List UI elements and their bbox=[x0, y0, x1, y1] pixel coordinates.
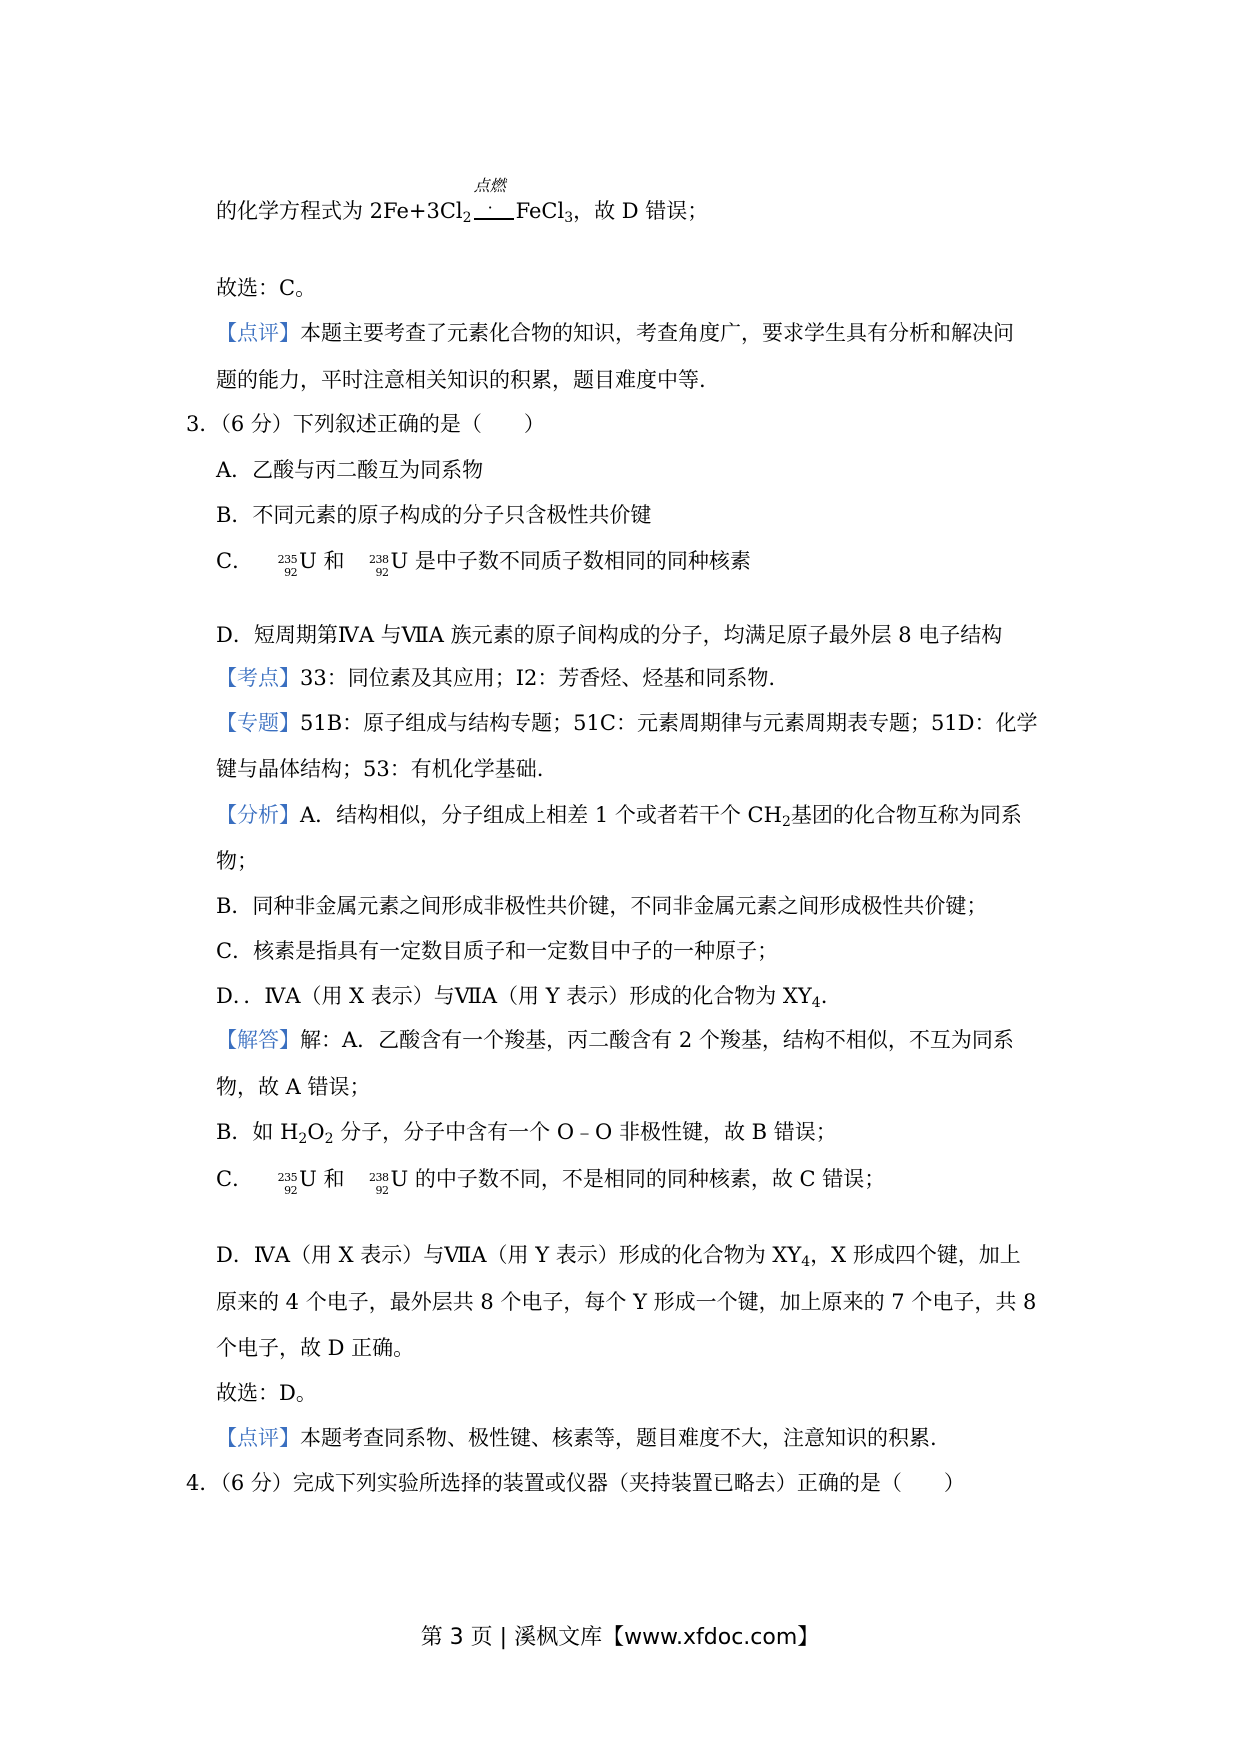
q3-option-d: D．短周期第ⅣA 与ⅦA 族元素的原子间构成的分子，均满足原子最外层 8 电子结构 bbox=[216, 623, 1003, 647]
reaction-arrow: 点燃 · bbox=[474, 200, 514, 220]
q3-option-a: A．乙酸与丙二酸互为同系物 bbox=[216, 458, 484, 482]
jieda-d-line2: 原来的 4 个电子，最外层共 8 个电子，每个 Y 形成一个键，加上原来的 7 个电子，共 8 bbox=[216, 1290, 1037, 1314]
reaction-condition: 点燃 bbox=[473, 176, 506, 195]
q3-option-b: B．不同元素的原子构成的分子只含极性共价键 bbox=[216, 503, 652, 527]
jieda-line2: 物，故 A 错误； bbox=[216, 1075, 371, 1099]
q3-answer: 故选：D。 bbox=[216, 1381, 317, 1405]
fenxi-d: D．．ⅣA（用 X 表示）与ⅦA（用 Y 表示）形成的化合物为 $XY_4$. bbox=[216, 984, 828, 1011]
jieda-d-line3: 个电子，故 D 正确。 bbox=[216, 1336, 415, 1360]
prev-review-line1: 【点评】本题主要考查了元素化合物的知识，考查角度广，要求学生具有分析和解决问 bbox=[216, 321, 1014, 345]
jieda-line1: 【解答】解：A．乙酸含有一个羧基，丙二酸含有 2 个羧基，结构不相似，不互为同系 bbox=[216, 1028, 1014, 1052]
fenxi-line1: 【分析】A．结构相似，分子组成上相差 1 个或者若干个 $CH_2$基团的化合物互称为同系 bbox=[216, 803, 1022, 830]
question-4-stem: 4．（6 分）完成下列实验所选择的装置或仪器（夹持装置已略去）正确的是（ ） bbox=[186, 1471, 965, 1495]
isotope-u238: 238 92 bbox=[368, 1171, 389, 1197]
prev-answer: 故选：C。 bbox=[216, 276, 317, 300]
zhuanti-line1: 【专题】51B：原子组成与结构专题；51C：元素周期律与元素周期表专题；51D：化学 bbox=[216, 711, 1038, 735]
question-3-stem: 3．（6 分）下列叙述正确的是（ ） bbox=[186, 412, 545, 436]
kaodian: 【考点】33：同位素及其应用；I2：芳香烃、烃基和同系物. bbox=[216, 666, 776, 690]
isotope-u238: 238 92 bbox=[368, 553, 389, 579]
jieda-d-line1: D．ⅣA（用 X 表示）与ⅦA（用 Y 表示）形成的化合物为 $XY_4$，X 形成四个键，加上 bbox=[216, 1243, 1021, 1270]
fenxi-c: C．核素是指具有一定数目质子和一定数目中子的一种原子； bbox=[216, 939, 779, 963]
equation-line: 的化学方程式为 $2Fe+3Cl_2$ 点燃 · FeCl$_3$，故 D 错误； bbox=[216, 176, 709, 226]
zhuanti-line2: 键与晶体结构；53：有机化学基础. bbox=[216, 757, 544, 781]
isotope-u235: 235 92 bbox=[277, 1171, 298, 1197]
q3-option-c: C． 235 92 U 和 238 92 U 是中子数不同质子数相同的同种核素 bbox=[216, 549, 751, 579]
prev-review-line2: 题的能力，平时注意相关知识的积累，题目难度中等. bbox=[216, 368, 706, 392]
jieda-b: B．如 $H_2O_2$ 分子，分子中含有一个 O﹣O 非极性键，故 B 错误； bbox=[216, 1120, 837, 1147]
fenxi-b: B．同种非金属元素之间形成非极性共价键，不同非金属元素之间形成极性共价键； bbox=[216, 894, 988, 918]
review-tag: 【点评】 bbox=[216, 321, 300, 345]
jieda-c: C． 235 92 U 和 238 92 U 的中子数不同，不是相同的同种核素，故 C 错误； bbox=[216, 1167, 886, 1197]
fenxi-line2: 物； bbox=[216, 849, 258, 873]
q3-review: 【点评】本题考查同系物、极性键、核素等，题目难度不大，注意知识的积累. bbox=[216, 1426, 937, 1450]
isotope-u235: 235 92 bbox=[277, 553, 298, 579]
page-footer: 第 3 页 | 溪枫文库【www.xfdoc.com】 bbox=[420, 1625, 820, 1650]
equation-prefix: 的化学方程式为 2Fe+3Cl bbox=[216, 199, 463, 223]
